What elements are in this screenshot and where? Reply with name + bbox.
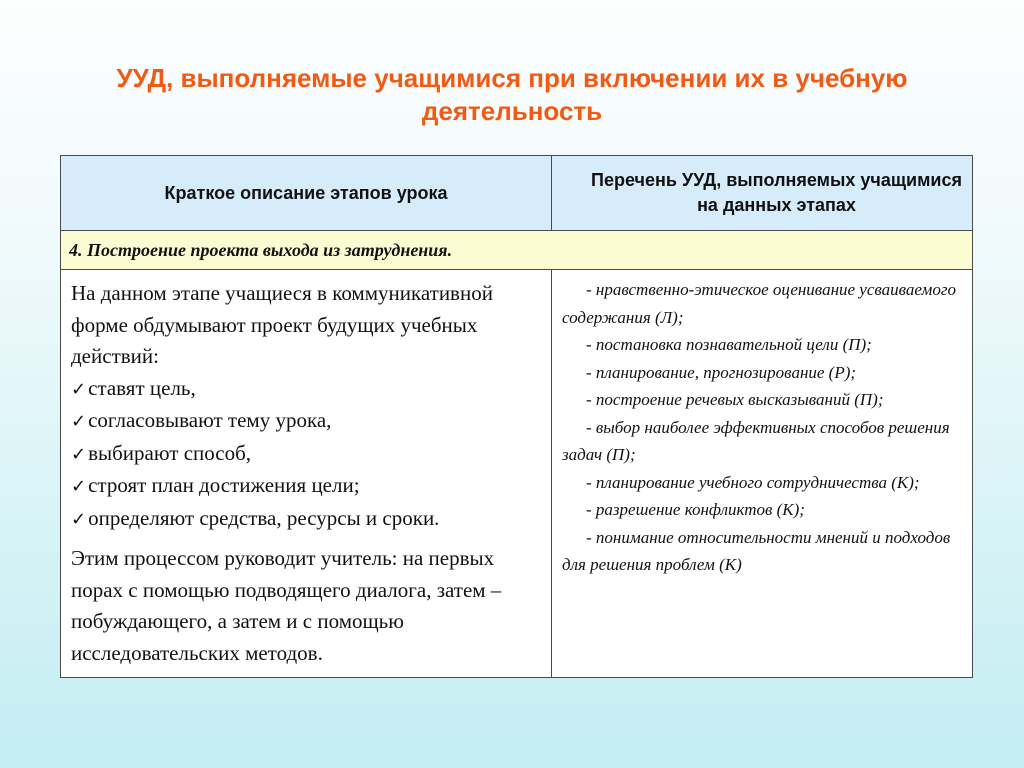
checkmark-icon: ✓ <box>71 411 87 432</box>
uud-item: - построение речевых высказываний (П); <box>586 390 884 409</box>
content-row <box>61 270 973 678</box>
description-intro: На данном этапе учащиеся в коммуникативной форме обдумывают проект будущих учебных действий: <box>71 281 493 368</box>
checklist-item: ✓строят план достижения цели; <box>71 473 360 497</box>
stage-label: 4. Построение проекта выхода из затруднения. <box>61 231 973 270</box>
header-uud-list: Перечень УУД, выполняемых учащимися на данных этапах <box>552 156 973 231</box>
header-stage-description: Краткое описание этапов урока <box>61 156 552 231</box>
checkmark-icon: ✓ <box>71 508 87 530</box>
checkmark-icon: ✓ <box>71 443 87 465</box>
page-title: УУД, выполняемые учащимися при включении их в учебную деятельность <box>116 63 908 126</box>
uud-item: - постановка познавательной цели (П); <box>586 335 872 354</box>
checkmark-icon: ✓ <box>71 476 87 497</box>
uud-item: - разрешение конфликтов (К); <box>586 500 805 519</box>
checkmark-icon: ✓ <box>71 378 87 400</box>
checklist-item: ✓согласовывают тему урока, <box>71 408 332 432</box>
uud-list-cell <box>552 270 973 678</box>
checklist <box>71 373 541 536</box>
uud-table <box>60 155 973 678</box>
checklist-item: ✓ставят цель, <box>71 375 196 400</box>
uud-item: - нравственно-этическое оценивание усваиваемого содержания (Л); <box>562 280 957 327</box>
stage-row <box>61 231 973 270</box>
checklist-item: ✓выбирают способ, <box>71 440 252 465</box>
uud-item: - понимание относительности мнений и подходов для решения проблем (К) <box>562 527 951 574</box>
uud-item: - планирование, прогнозирование (Р); <box>586 362 857 382</box>
stage-description-cell <box>61 270 552 678</box>
header-row <box>61 156 973 231</box>
uud-item: - планирование учебного сотрудничества (К); <box>586 472 920 492</box>
checklist-item: ✓определяют средства, ресурсы и сроки. <box>71 505 440 530</box>
description-outro: Этим процессом руководит учитель: на первых порах с помощью подводящего диалога, затем – побуждающего, а затем и с помощью исследовательских методов. <box>71 546 502 665</box>
uud-item: - выбор наиболее эффективных способов решения задач (П); <box>562 417 950 464</box>
